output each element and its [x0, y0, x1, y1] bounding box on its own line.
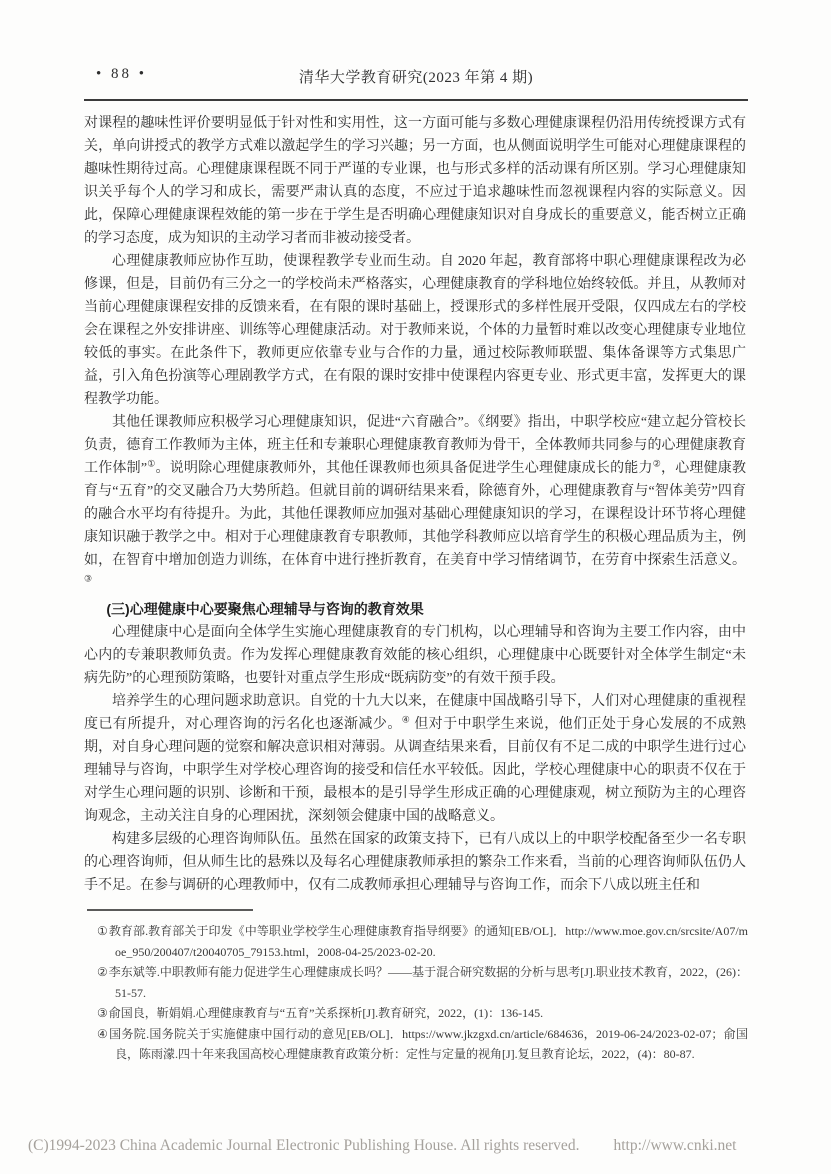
footnote-separator	[87, 909, 253, 911]
footnote-text: 俞国良，靳娟娟.心理健康教育与“五育”关系探析[J].教育研究，2022，(1)：136-145.	[108, 1006, 544, 1020]
footnote-item	[97, 1024, 748, 1065]
footnote-item	[97, 962, 748, 1003]
body-paragraph	[84, 621, 746, 690]
page-header	[84, 66, 748, 88]
footnote-text: 李东斌等.中职教师有能力促进学生心理健康成长吗？——基于混合研究数据的分析与思考[J].职业技术教育，2022，(26)：51-57.	[108, 965, 748, 1000]
page-footer	[28, 1137, 803, 1155]
footnote-text: 国务院.国务院关于实施健康中国行动的意见[EB/OL]．https://www.jkzgxd.cn/article/684636，2019-06-24/2023-02-07；俞国良，陈雨濛.四十年来我国高校心理健康教育政策分析：定性与定量的视角[J].复旦教育论坛，2022，(4)：80-87.	[109, 1026, 748, 1061]
paragraph-text: 对课程的趣味性评价要明显低于针对性和实用性，这一方面可能与多数心理健康课程仍沿用传统授课方式有关，单向讲授式的教学方式难以激起学生的学习兴趣；另一方面，也从侧面说明学生可能对心理健康课程的趣味性期待过高。心理健康课程既不同于严谨的专业课，也与形式多样的活动课有所区别。学习心理健康知识关乎每个人的学习和成长，需要严肃认真的态度，不应过于追求趣味性而忽视课程内容的实际意义。因此，保障心理健康课程效能的第一步在于学生是否明确心理健康知识对自身成长的重要意义，能否树立正确的学习态度，成为知识的主动学习者而非被动接受者。	[84, 116, 746, 246]
footnote-marker: ③	[97, 1006, 108, 1020]
paragraph-text: 。说明除心理健康教师外，其他任课教师也须具备促进学生心理健康成长的能力	[155, 461, 653, 476]
paragraph-text: ，心理健康教育与“五育”的交叉融合乃大势所趋。但就目前的调研结果来看，除德育外，心理健康教育与“智体美劳”四育的融合水平均有待提升。为此，其他任课教师应加强对基础心理健康知识的学习，在课程设计环节将心理健康知识融于教学之中。相对于心理健康教育专职教师，其他学科教师应以培育学生的积极心理品质为主，例如，在智育中增加创造力训练，在体育中进行挫折教育，在美育中学习情绪调节，在劳育中探索生活意义。	[84, 461, 747, 568]
footer-url: http://www.cnki.net	[613, 1137, 737, 1154]
footnote-marker: ①	[97, 924, 108, 938]
paragraph-text: 但对于中职学生来说，他们正处于身心发展的不成熟期，对自身心理问题的觉察和解决意识相对薄弱。从调查结果来看，目前仅有不足二成的中职学生进行过心理辅导与咨询，中职学生对学校心理咨询的接受和信任水平较低。因此，学校心理健康中心的职责不仅在于对学生心理问题的识别、诊断和干预，最根本的是引导学生形成正确的心理健康观，树立预防为主的心理咨询观念，主动关注自身的心理困扰，深刻领会健康中国的战略意义。	[84, 717, 746, 824]
footnote-item	[97, 921, 748, 962]
paragraph-text: 构建多层级的心理咨询师队伍。虽然在国家的政策支持下，已有八成以上的中职学校配备至少一名专职的心理咨询师，但从师生比的悬殊以及每名心理健康教师承担的繁杂工作来看，当前的心理咨询师队伍仍人手不足。在参与调研的心理教师中，仅有二成教师承担心理辅导与咨询工作，而余下八成以班主任和	[84, 832, 746, 893]
paragraph-text: 其他任课教师应积极学习心理健康知识，促进“六育融合”。《纲要》指出，中职学校应“建立起分管校长负责，德育工作教师为主体，班主任和专兼职心理健康教育教师为骨干，全体教师共同参与的心理健康教育工作体制”	[84, 415, 746, 476]
paragraph-text: 培养学生的心理问题求助意识。自党的十九大以来，在健康中国战略引导下，人们对心理健康的重视程度已有所提升，对心理咨询的污名化也逐渐减少。	[84, 694, 746, 732]
section-heading: (三)心理健康中心要聚焦心理辅导与咨询的教育效果	[106, 601, 424, 617]
footnote-ref: ②	[652, 458, 661, 469]
body-paragraph	[84, 250, 746, 411]
footnote-item	[97, 1003, 748, 1024]
footnote-ref: ①	[147, 458, 156, 469]
header-rule	[84, 99, 748, 101]
footnote-marker: ④	[97, 1026, 109, 1041]
footnote-ref: ④	[401, 714, 411, 725]
footnote-text: 教育部.教育部关于印发《中等职业学校学生心理健康教育指导纲要》的通知[EB/OL]．http://www.moe.gov.cn/srcsite/A07/moe_950/200407/t20040705_79153.html，2008-04-25/2023-02-20.	[108, 924, 748, 959]
footnote-ref: ③	[84, 573, 93, 584]
copyright-text: (C)1994-2023 China Academic Journal Electronic Publishing House. All rights reserved.	[28, 1137, 580, 1154]
article-body	[84, 112, 746, 897]
paragraph-text: 心理健康教师应协作互助，使课程教学专业而生动。自 2020 年起，教育部将中职心理健康课程改为必修课，但是，目前仍有三分之一的学校尚未严格落实，心理健康教育的学科地位始终较低。并且，从教师对当前心理健康课程安排的反馈来看，在有限的课时基础上，授课形式的多样性展开受限，仅四成左右的学校会在课程之外安排讲座、训练等心理健康活动。对于教师来说，个体的力量暂时难以改变心理健康专业地位较低的事实。在此条件下，教师更应依靠专业与合作的力量，通过校际教师联盟、集体备课等方式集思广益，引入角色扮演等心理剧教学方式，在有限的课时安排中使课程内容更专业、形式更丰富，发挥更大的课程教学功能。	[84, 254, 746, 407]
footnote-list	[97, 921, 748, 1065]
body-paragraph	[84, 828, 746, 897]
page-number: • 88 •	[96, 66, 148, 82]
paragraph-text: 心理健康中心是面向全体学生实施心理健康教育的专门机构，以心理辅导和咨询为主要工作内容，由中心内的专兼职教师负责。作为发挥心理健康教育效能的核心组织，心理健康中心既要针对全体学生制定“未病先防”的心理预防策略，也要针对重点学生形成“既病防变”的有效干预手段。	[84, 625, 746, 686]
journal-title: 清华大学教育研究(2023 年第 4 期)	[298, 70, 534, 86]
footnote-marker: ②	[97, 965, 108, 979]
body-paragraph	[84, 112, 746, 250]
body-paragraph	[84, 411, 746, 595]
body-paragraph	[84, 690, 746, 828]
